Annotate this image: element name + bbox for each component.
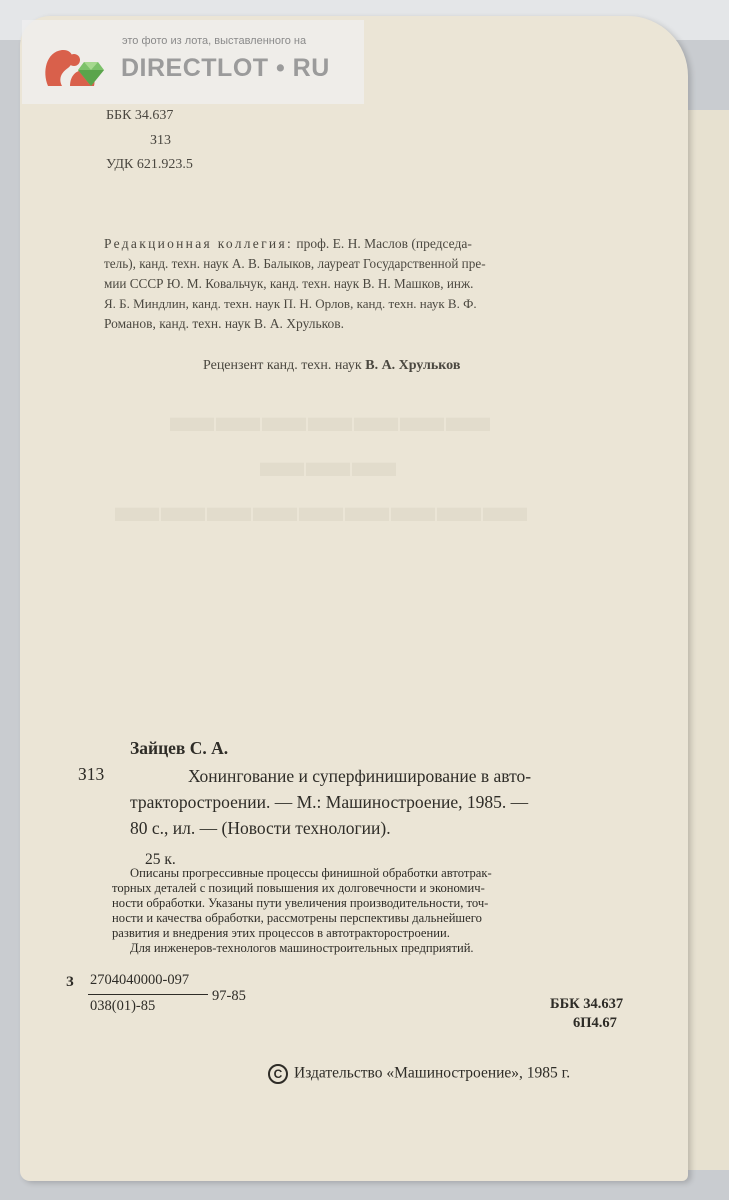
catalog-suffix: 97-85 xyxy=(212,988,246,1004)
reviewer-name: В. А. Хрульков xyxy=(365,358,461,373)
show-through-shadow: ▬▬▬▬▬▬▬▬▬ xyxy=(115,482,529,531)
class-mark: З13 xyxy=(150,133,172,148)
catalog-numerator: 2704040000-097 xyxy=(90,972,190,988)
catalog-denominator: 038(01)-85 xyxy=(90,998,156,1014)
board-line: Романов, канд. техн. наук В. А. Хрульков. xyxy=(104,316,345,331)
abstract-line: торных деталей с позиций повышения их долговечности и экономич- xyxy=(112,881,485,895)
board-line: мии СССР Ю. М. Ковальчук, канд. техн. наук В. Н. Машков, инж. xyxy=(104,276,474,291)
board-line: Редакционная коллегия: проф. Е. Н. Маслов (председа- xyxy=(104,236,472,251)
copyright-text: Издательство «Машиностроение», 1985 г. xyxy=(294,1064,571,1082)
abstract-line: Для инженеров-технологов машиностроительных предприятий. xyxy=(130,941,474,955)
author-name: Зайцев С. А. xyxy=(130,738,229,758)
board-line: тель), канд. техн. наук А. В. Балыков, лауреат Государственной пре- xyxy=(104,256,486,271)
catalog-bbk: ББК 34.637 xyxy=(550,996,624,1012)
abstract-line: ности и качества обработки, рассмотрены перспективы дальнейшего xyxy=(112,911,482,925)
fraction-rule xyxy=(88,994,208,995)
udk-code: УДК 621.923.5 xyxy=(106,157,193,172)
entry-class-mark: З13 xyxy=(78,764,105,784)
watermark-brand: DIRECTLOT • RU xyxy=(121,54,330,82)
show-through-shadow: ▬▬▬ xyxy=(260,437,398,486)
copyright-icon: C xyxy=(268,1064,288,1084)
catalog-prefix: З xyxy=(66,974,74,990)
squirrel-gem-icon xyxy=(40,42,110,94)
price: 25 к. xyxy=(145,851,176,868)
abstract-line: ности обработки. Указаны пути увеличения производительности, точ- xyxy=(112,896,489,910)
show-through-shadow: ▬▬▬▬▬▬▬ xyxy=(170,392,492,441)
abstract-line: Описаны прогрессивные процессы финишной обработки автотрак- xyxy=(130,866,492,880)
board-line: Я. Б. Миндлин, канд. техн. наук П. Н. Орлов, канд. техн. наук В. Ф. xyxy=(104,296,477,311)
entry-title-line: 80 с., ил. — (Новости технологии). xyxy=(130,818,391,838)
catalog-index: 6П4.67 xyxy=(573,1015,617,1031)
watermark xyxy=(22,20,364,104)
reviewer-line xyxy=(203,358,460,374)
copyright-line xyxy=(268,1064,570,1084)
entry-title-line: тракторостроении. — М.: Машиностроение, 1985. — xyxy=(130,792,529,812)
reviewer-label: Рецензент канд. техн. наук xyxy=(203,358,362,373)
watermark-caption: это фото из лота, выставленного на xyxy=(122,35,307,47)
entry-title-line: Хонингование и суперфиниширование в авто- xyxy=(188,766,532,786)
abstract-line: развития и внедрения этих процессов в автотракторостроении. xyxy=(112,926,450,940)
bbk-code: ББК 34.637 xyxy=(106,108,174,123)
